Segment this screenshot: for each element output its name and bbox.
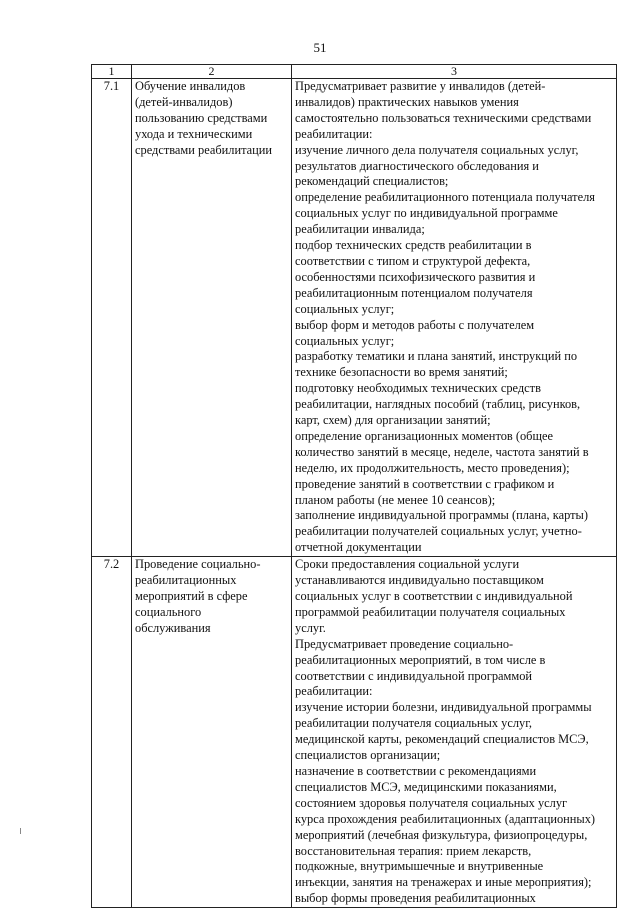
service-description-line: Предусматривает проведение социально- <box>295 636 514 651</box>
service-description-line: определение реабилитационного потенциала получателя <box>295 190 595 205</box>
service-description-line: Сроки предоставления социальной услуги <box>295 557 520 572</box>
service-description-line: проведение занятий в соответствии с графиком и <box>295 476 555 491</box>
service-description-line: специалистов МСЭ, медицинскими показаниями, <box>295 779 557 794</box>
service-description-line: программой реабилитации получателя социальных <box>295 604 566 619</box>
service-description-line: назначение в соответствии с рекомендациями <box>295 763 537 778</box>
service-description-line: социальных услуг; <box>295 301 395 316</box>
margin-mark <box>20 828 21 834</box>
service-name-cell <box>132 79 292 557</box>
service-description-line: инъекции, занятия на тренажерах и иные мероприятия); <box>295 875 592 890</box>
service-description-line: соответствии с индивидуальной программой <box>295 668 533 683</box>
table-row <box>92 79 617 557</box>
service-description-line: разработку тематики и плана занятий, инструкций по <box>295 349 578 364</box>
table-header-row <box>92 65 617 79</box>
table-row <box>92 557 617 908</box>
column-header-3: 3 <box>292 65 617 79</box>
service-description-line: Предусматривает развитие у инвалидов (детей- <box>295 79 546 93</box>
service-description-line: реабилитации, наглядных пособий (таблиц, рисунков, <box>295 397 581 412</box>
service-name-line: средствами реабилитации <box>135 142 273 157</box>
service-name-line: мероприятий в сфере <box>135 589 248 603</box>
column-header-1: 1 <box>92 65 132 79</box>
service-description-line: социальных услуг; <box>295 333 395 348</box>
service-name-line: Проведение социально- <box>135 557 261 572</box>
service-description-line: устанавливаются индивидуально поставщиком <box>295 573 544 588</box>
service-description-line: выбор форм и методов работы с получателем <box>295 317 535 332</box>
service-description-line: реабилитации получателя социальных услуг, <box>295 716 532 731</box>
service-name-line: Обучение инвалидов <box>135 79 246 93</box>
service-description-line: самостоятельно пользоваться техническими средствами <box>295 110 592 125</box>
service-description-line: услуг. <box>295 620 326 635</box>
service-description-line: курса прохождения реабилитационных (адаптационных) <box>295 811 596 826</box>
service-description-cell <box>292 557 617 908</box>
row-number: 7.1 <box>92 79 132 557</box>
service-description-line: результатов диагностического обследования и <box>295 158 539 173</box>
service-description-line: социальных услуг в соответствии с индивидуальной <box>295 589 573 603</box>
service-description-line: технике безопасности во время занятий; <box>295 365 508 380</box>
service-description-line: карт, схем) для организации занятий; <box>295 413 491 428</box>
page-number: 51 <box>313 40 327 55</box>
service-description-line: отчетной документации <box>295 540 422 555</box>
service-description-line: реабилитационных мероприятий, в том числе в <box>295 652 546 667</box>
row-number: 7.2 <box>92 557 132 908</box>
service-description-line: подготовку необходимых технических средств <box>295 381 541 396</box>
service-description-line: медицинской карты, рекомендаций специалистов МСЭ, <box>295 732 589 747</box>
service-description-line: реабилитации: <box>295 126 373 141</box>
service-description-line: реабилитационным потенциалом получателя <box>295 285 533 300</box>
service-description-line: количество занятий в месяце, неделе, частота занятий в <box>295 444 589 459</box>
service-name-line: (детей-инвалидов) <box>135 94 233 109</box>
service-name-line: реабилитационных <box>135 573 237 588</box>
service-description-line: реабилитации получателей социальных услуг, учетно- <box>295 524 582 539</box>
service-description-line: инвалидов) практических навыков умения <box>295 94 519 109</box>
service-description-line: реабилитации: <box>295 684 373 699</box>
service-description-line: определение организационных моментов (общее <box>295 428 554 443</box>
service-name-line: социального <box>135 604 202 619</box>
service-description-line: реабилитации инвалида; <box>295 222 425 237</box>
service-description-line: специалистов организации; <box>295 748 441 763</box>
service-description-line: изучение личного дела получателя социальных услуг, <box>295 142 579 157</box>
service-name-line: обслуживания <box>135 620 211 635</box>
services-table <box>91 64 617 908</box>
service-description-line: подбор технических средств реабилитации в <box>295 238 532 253</box>
service-description-line: выбор формы проведения реабилитационных <box>295 891 536 906</box>
service-description-line: изучение истории болезни, индивидуальной программы <box>295 700 592 715</box>
service-description-line: неделю, их продолжительность, место проведения); <box>295 460 570 475</box>
service-description-line: состоянием здоровья получателя социальных услуг <box>295 795 568 810</box>
service-description-line: мероприятий (лечебная физкультура, физиопроцедуры, <box>295 827 588 842</box>
service-description-line: соответствии с типом и структурой дефекта, <box>295 253 531 268</box>
service-name-cell <box>132 557 292 908</box>
column-header-2: 2 <box>132 65 292 79</box>
service-name-line: ухода и техническими <box>135 126 253 141</box>
service-description-cell <box>292 79 617 557</box>
service-description-line: планом работы (не менее 10 сеансов); <box>295 492 496 507</box>
service-description-line: заполнение индивидуальной программы (плана, карты) <box>295 508 588 523</box>
service-description-line: восстановительная терапия: прием лекарств, <box>295 843 532 858</box>
service-description-line: рекомендаций специалистов; <box>295 174 449 189</box>
service-description-line: подкожные, внутримышечные и внутривенные <box>295 859 544 874</box>
service-description-line: социальных услуг по индивидуальной программе <box>295 206 558 221</box>
service-description-line: особенностями психофизического развития и <box>295 269 536 284</box>
service-name-line: пользованию средствами <box>135 110 268 125</box>
